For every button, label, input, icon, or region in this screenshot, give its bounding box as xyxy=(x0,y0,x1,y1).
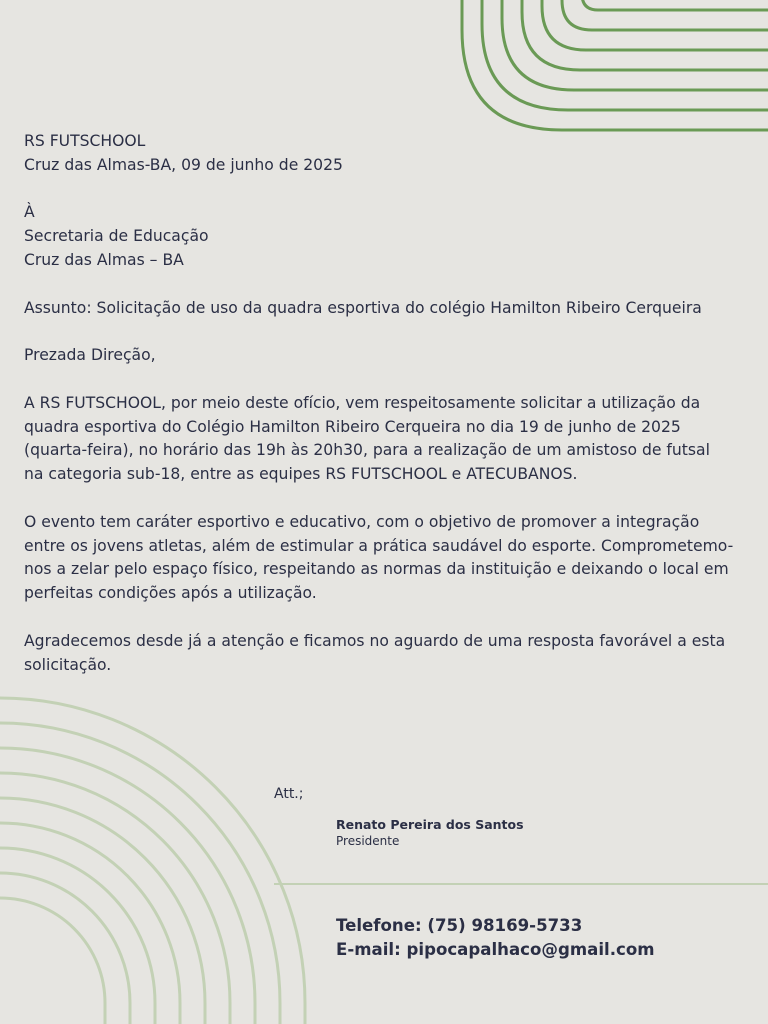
sender: RS FUTSCHOOL xyxy=(24,132,146,150)
contact-phone: Telefone: (75) 98169-5733 xyxy=(336,916,583,935)
arch-line xyxy=(0,723,280,1024)
recipient-line-1: À xyxy=(24,203,35,222)
paragraph-line: quadra esportiva do Colégio Hamilton Ribeiro Cerqueira no dia 19 de junho de 2025 xyxy=(24,417,681,436)
paragraph-line: entre os jovens atletas, além de estimular a prática saudável do esporte. Comprometemo- xyxy=(24,536,734,555)
paragraph-line: Agradecemos desde já a atenção e ficamos no aguardo de uma resposta favorável a esta xyxy=(24,631,726,650)
contact-block xyxy=(336,914,655,961)
arch-line xyxy=(0,898,105,1024)
divider-line xyxy=(274,883,768,885)
paragraph-line: nos a zelar pelo espaço físico, respeitando as normas da instituição e deixando o local em xyxy=(24,560,729,579)
letter-body xyxy=(24,130,768,677)
greeting: Prezada Direção, xyxy=(24,346,156,365)
recipient-line-2: Secretaria de Educação xyxy=(24,227,209,246)
paragraph-1 xyxy=(24,392,768,487)
paragraph-line: (quarta-feira), no horário das 19h às 20h30, para a realização de um amistoso de futsal xyxy=(24,441,710,460)
contact-email: E-mail: pipocapalhaco@gmail.com xyxy=(336,939,655,959)
paragraph-2 xyxy=(24,511,768,606)
closing: Att.; xyxy=(274,786,304,802)
place-date: Cruz das Almas-BA, 09 de junho de 2025 xyxy=(24,155,343,174)
subject: Assunto: Solicitação de uso da quadra esportiva do colégio Hamilton Ribeiro Cerqueira xyxy=(24,298,702,317)
paragraph-line: A RS FUTSCHOOL, por meio deste ofício, vem respeitosamente solicitar a utilização da xyxy=(24,393,701,412)
paragraph-line: perfeitas condições após a utilização. xyxy=(24,584,317,603)
signer-name: Renato Pereira dos Santos xyxy=(336,817,524,832)
paragraph-line: solicitação. xyxy=(24,655,112,674)
signer-role: Presidente xyxy=(336,834,400,848)
paragraph-3 xyxy=(24,630,768,678)
recipient-line-3: Cruz das Almas – BA xyxy=(24,250,184,269)
paragraph-line: na categoria sub-18, entre as equipes RS FUTSCHOOL e ATECUBANOS. xyxy=(24,465,578,484)
arch-line xyxy=(0,823,180,1024)
arch-line xyxy=(0,798,205,1024)
paragraph-line: O evento tem caráter esportivo e educativo, com o objetivo de promover a integração xyxy=(24,512,700,531)
